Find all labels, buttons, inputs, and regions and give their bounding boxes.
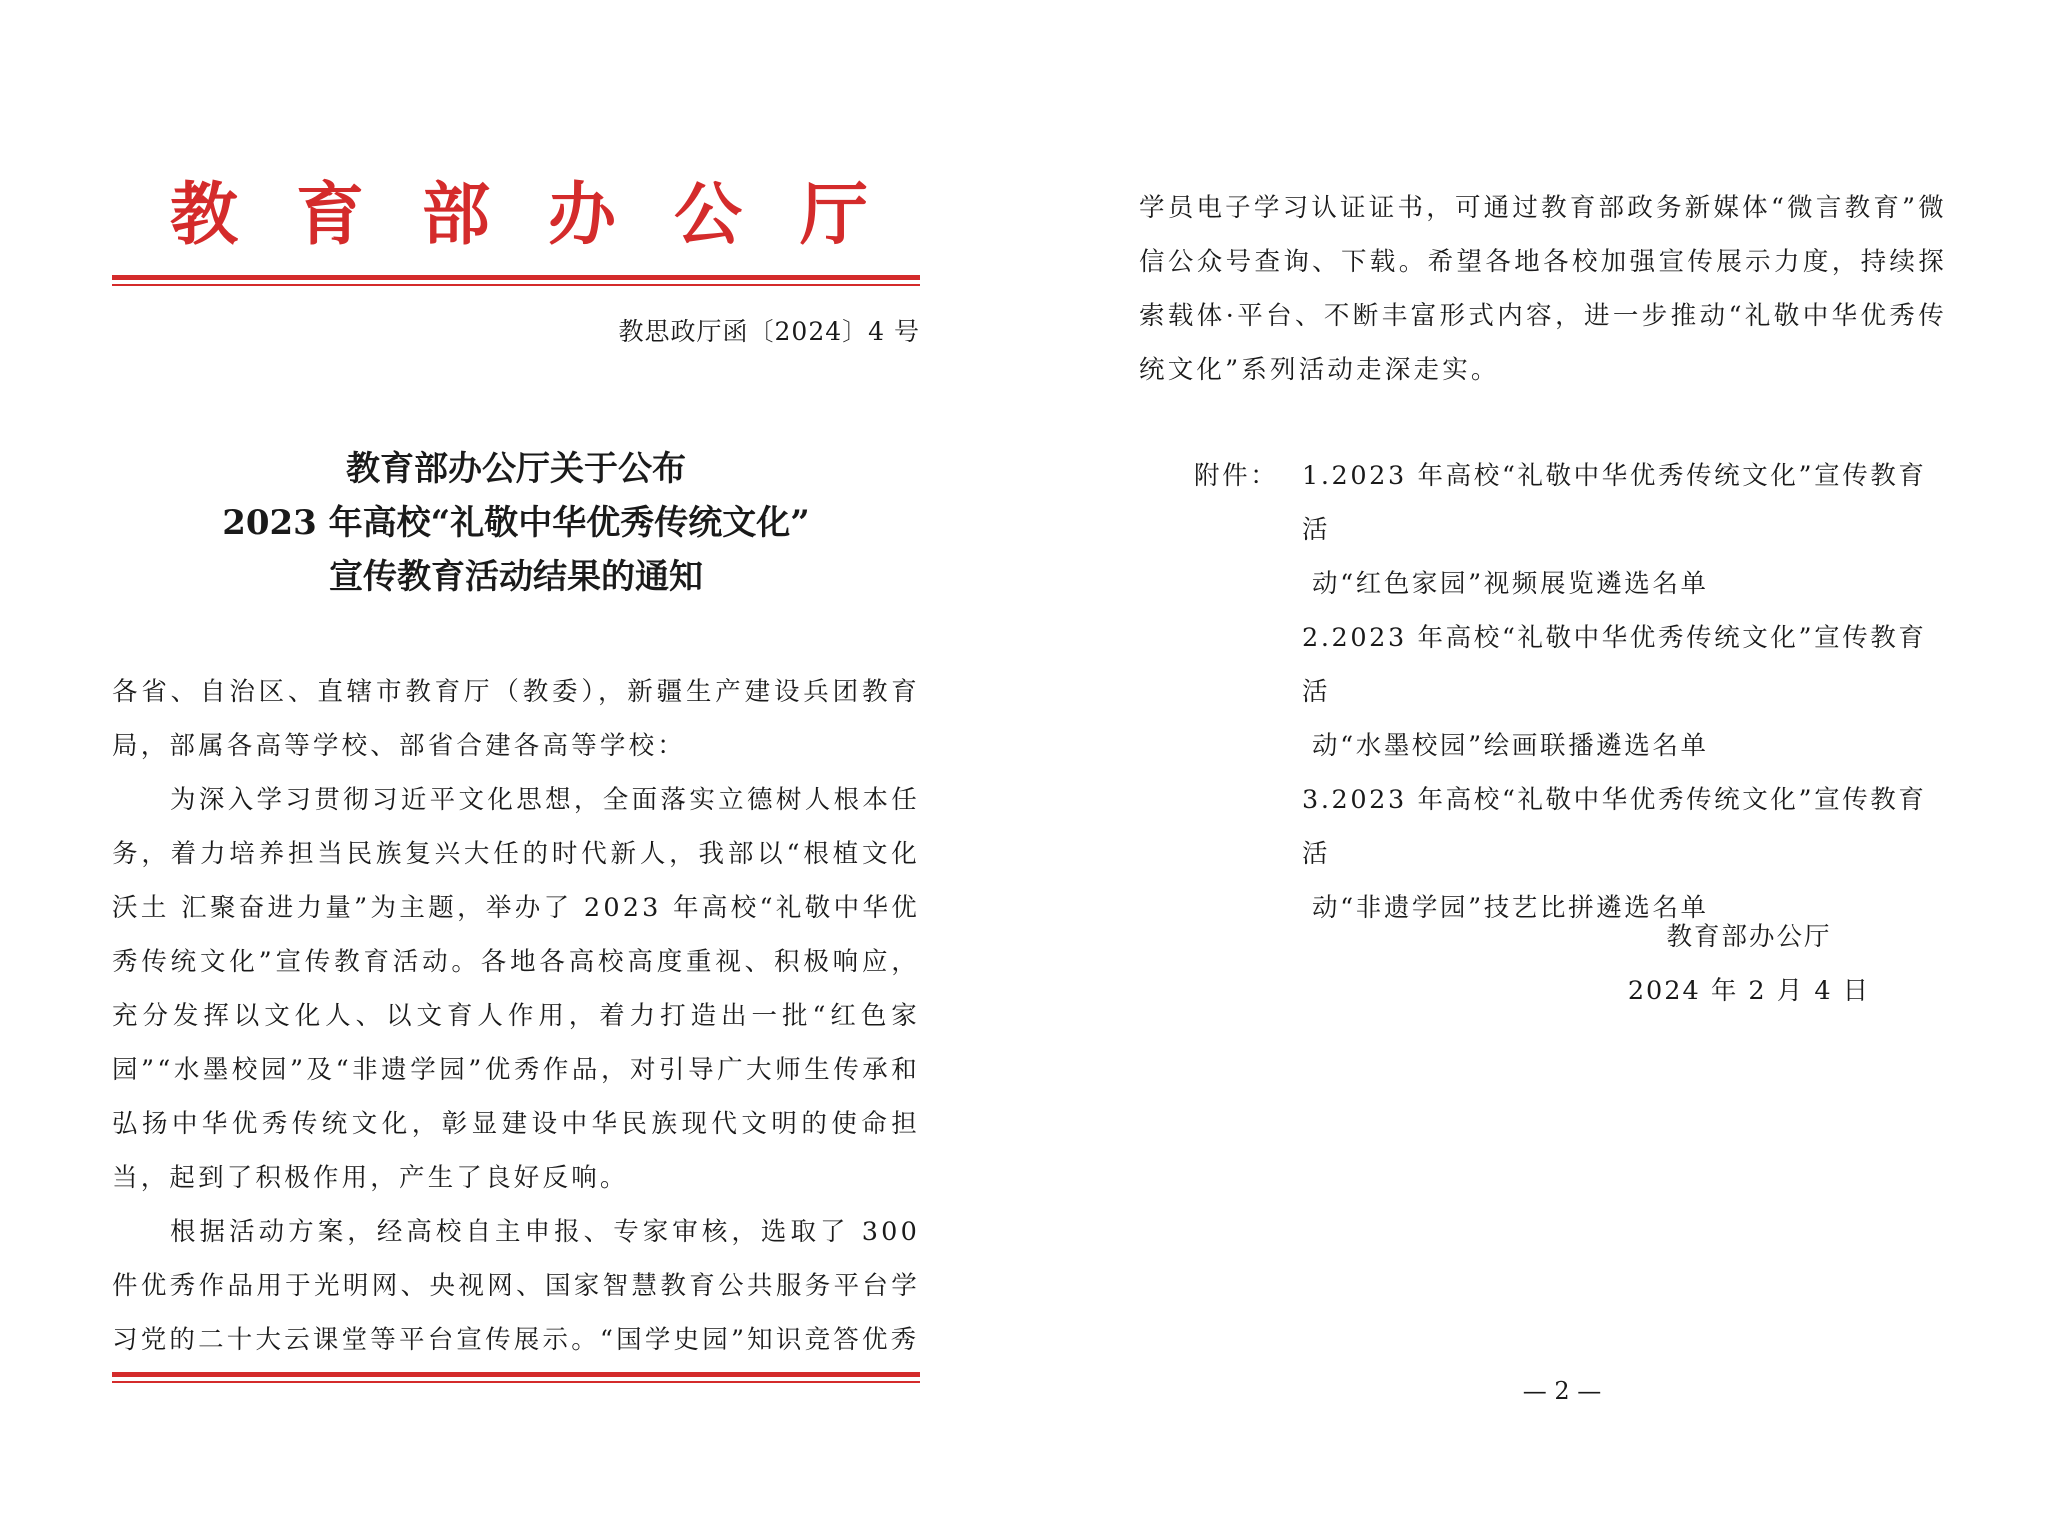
attachment-item <box>1194 611 1954 773</box>
signature-organization: 教育部办公厅 <box>1666 922 1832 952</box>
attachment-3-line-2: 动“非遗学园”技艺比拼遴选名单 <box>1312 893 1709 923</box>
attachment-item <box>1194 449 1954 611</box>
paragraph-2-continued: 学员电子学习认证证书，可通过教育部政务新媒体“微言教育”微信公众号查询、下载。希望各地各校加强宣传展示力度，持续探索载体·平台、不断丰富形式内容，进一步推动“礼敬中华优秀传统文化”系列活动走深走实。 <box>1139 193 1947 385</box>
paragraph-2: 根据活动方案，经高校自主申报、专家审核，选取了 300 件优秀作品用于光明网、央视网、国家智慧教育公共服务平台学习党的二十大云课堂等平台宣传展示。“国学史园”知识竞答优秀 <box>112 1217 920 1355</box>
masthead-red-rule-thick <box>112 275 920 280</box>
attachment-3-line-1: 3.2023 年高校“礼敬中华优秀传统文化”宣传教育活 <box>1302 785 1927 869</box>
masthead-title: 教育部办公厅 <box>170 175 927 255</box>
right-page <box>1024 0 2048 1536</box>
document-title <box>112 442 920 604</box>
signature-date: 2024 年 2 月 4 日 <box>1627 976 1871 1006</box>
footer-red-rule-thin <box>112 1381 920 1383</box>
document-number: 教思政厅函〔2024〕4 号 <box>618 317 920 346</box>
attachments-list <box>1194 449 1954 935</box>
footer-red-rule-thick <box>112 1372 920 1377</box>
paragraph-1: 为深入学习贯彻习近平文化思想，全面落实立德树人根本任务，着力培养担当民族复兴大任的时代新人，我部以“根植文化沃土 汇聚奋进力量”为主题，举办了 2023 年高校“礼敬中华优秀传统文化”宣传教育活动。各地各高校高度重视、积极响应，充分发挥以文化人、以文育人作用，着力打造出一批“红色家园”“水墨校园”及“非遗学园”优秀作品，对引导广大师生传承和弘扬中华优秀传统文化，彰显建设中华民族现代文明的使命担当，起到了积极作用，产生了良好反响。 <box>112 785 920 1193</box>
title-line-2: 2023 年高校“礼敬中华优秀传统文化” <box>222 503 810 543</box>
attachment-1-line-2: 动“红色家园”视频展览遴选名单 <box>1312 569 1709 599</box>
attachment-1-line-1: 1.2023 年高校“礼敬中华优秀传统文化”宣传教育活 <box>1302 461 1927 545</box>
page-number: — 2 — <box>1522 1377 1602 1405</box>
attachment-2-line-2: 动“水墨校园”绘画联播遴选名单 <box>1312 731 1709 761</box>
title-line-1: 教育部办公厅关于公布 <box>346 449 686 489</box>
attachment-2-line-1: 2.2023 年高校“礼敬中华优秀传统文化”宣传教育活 <box>1302 623 1927 707</box>
salutation: 各省、自治区、直辖市教育厅（教委），新疆生产建设兵团教育局，部属各高等学校、部省合建各高等学校： <box>112 677 920 761</box>
attachments-label: 附件： <box>1194 461 1279 491</box>
title-line-3: 宣传教育活动结果的通知 <box>329 557 703 597</box>
masthead-red-rule-thin <box>112 284 920 286</box>
